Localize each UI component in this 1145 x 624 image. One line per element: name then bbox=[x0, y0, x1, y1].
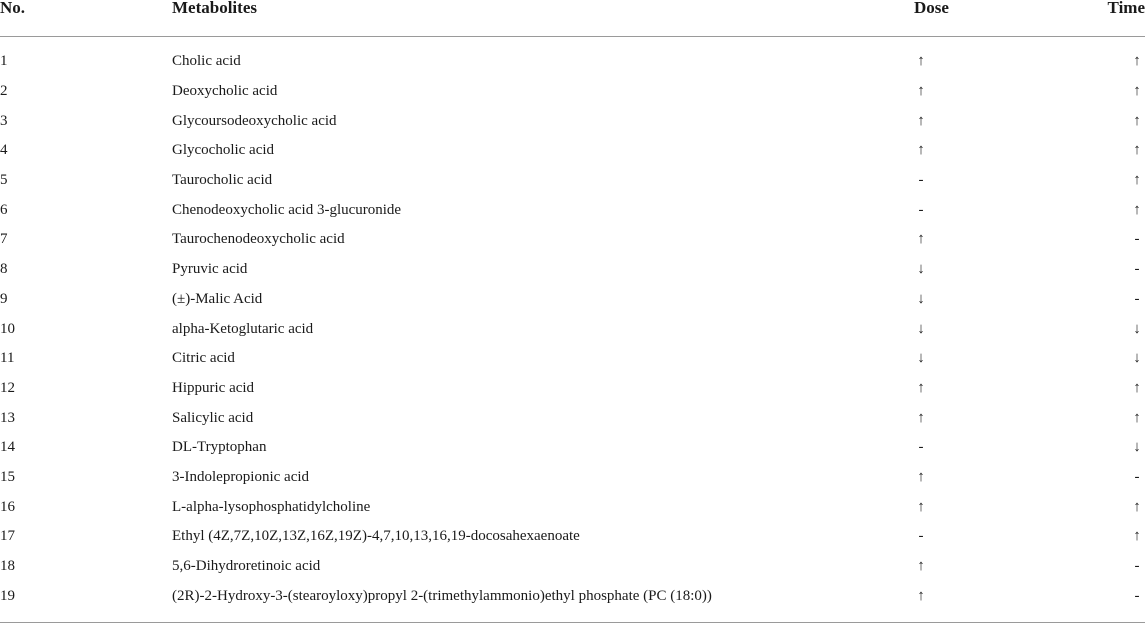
cell-time bbox=[1096, 374, 1145, 404]
cell-no: 16 bbox=[0, 498, 15, 515]
cell-no: 12 bbox=[0, 379, 15, 396]
time-indicator: ↑ bbox=[1133, 53, 1141, 70]
cell-dose bbox=[914, 47, 1096, 77]
cell-no: 14 bbox=[0, 439, 15, 456]
cell-metabolite: Pyruvic acid bbox=[172, 261, 248, 278]
dose-indicator: ↑ bbox=[917, 231, 925, 248]
cell-dose bbox=[914, 136, 1096, 166]
cell-metabolite: Glycocholic acid bbox=[172, 142, 275, 159]
dose-indicator: ↑ bbox=[917, 587, 925, 604]
cell-time bbox=[1096, 195, 1145, 225]
header-time: Time bbox=[1096, 0, 1145, 37]
header-metabolites: Metabolites bbox=[172, 0, 914, 37]
table-row bbox=[0, 522, 1145, 552]
dose-indicator: - bbox=[918, 528, 924, 545]
table-row bbox=[0, 225, 1145, 255]
cell-time bbox=[1096, 106, 1145, 136]
table-header-row bbox=[0, 0, 1145, 37]
dose-indicator: ↑ bbox=[917, 498, 925, 515]
cell-metabolite: Cholic acid bbox=[172, 53, 241, 70]
dose-indicator: - bbox=[918, 172, 924, 189]
dose-indicator: ↑ bbox=[917, 53, 925, 70]
cell-dose bbox=[914, 106, 1096, 136]
header-spacer bbox=[0, 37, 1145, 48]
cell-time bbox=[1096, 285, 1145, 315]
cell-no: 4 bbox=[0, 142, 8, 159]
cell-no: 19 bbox=[0, 587, 15, 604]
cell-time bbox=[1096, 314, 1145, 344]
table-row bbox=[0, 463, 1145, 493]
cell-metabolite: Ethyl (4Z,7Z,10Z,13Z,16Z,19Z)-4,7,10,13,16,19-docosahexaenoate bbox=[172, 528, 580, 545]
dose-indicator: ↑ bbox=[917, 142, 925, 159]
dose-indicator: ↓ bbox=[917, 290, 925, 307]
dose-indicator: ↑ bbox=[917, 409, 925, 426]
cell-no: 10 bbox=[0, 320, 15, 337]
cell-time bbox=[1096, 255, 1145, 285]
table-row bbox=[0, 403, 1145, 433]
cell-dose bbox=[914, 403, 1096, 433]
time-indicator: ↑ bbox=[1133, 409, 1141, 426]
cell-no: 18 bbox=[0, 558, 15, 575]
table-row bbox=[0, 195, 1145, 225]
time-indicator: ↓ bbox=[1133, 439, 1141, 456]
cell-metabolite: DL-Tryptophan bbox=[172, 439, 267, 456]
dose-indicator: ↑ bbox=[917, 468, 925, 485]
header-no: No. bbox=[0, 0, 172, 37]
cell-dose bbox=[914, 195, 1096, 225]
cell-time bbox=[1096, 136, 1145, 166]
dose-indicator: ↓ bbox=[917, 261, 925, 278]
cell-metabolite: (±)-Malic Acid bbox=[172, 290, 263, 307]
table-row bbox=[0, 255, 1145, 285]
header-dose: Dose bbox=[914, 0, 1096, 37]
time-indicator: - bbox=[1134, 558, 1140, 575]
cell-time bbox=[1096, 77, 1145, 107]
cell-time bbox=[1096, 522, 1145, 552]
cell-metabolite: Taurocholic acid bbox=[172, 172, 273, 189]
time-indicator: ↑ bbox=[1133, 379, 1141, 396]
table-row bbox=[0, 77, 1145, 107]
cell-time bbox=[1096, 492, 1145, 522]
cell-no: 2 bbox=[0, 83, 8, 100]
cell-metabolite: Hippuric acid bbox=[172, 379, 255, 396]
cell-no: 6 bbox=[0, 201, 8, 218]
cell-no: 13 bbox=[0, 409, 15, 426]
cell-no: 8 bbox=[0, 261, 8, 278]
table-row bbox=[0, 166, 1145, 196]
time-indicator: ↑ bbox=[1133, 83, 1141, 100]
cell-metabolite: Salicylic acid bbox=[172, 409, 254, 426]
cell-no: 17 bbox=[0, 528, 15, 545]
time-indicator: - bbox=[1134, 290, 1140, 307]
dose-indicator: ↓ bbox=[917, 320, 925, 337]
table-row bbox=[0, 314, 1145, 344]
dose-indicator: ↑ bbox=[917, 379, 925, 396]
cell-metabolite: Citric acid bbox=[172, 350, 235, 367]
time-indicator: - bbox=[1134, 261, 1140, 278]
time-indicator: ↑ bbox=[1133, 172, 1141, 189]
time-indicator: - bbox=[1134, 468, 1140, 485]
table-row bbox=[0, 136, 1145, 166]
cell-dose bbox=[914, 255, 1096, 285]
time-indicator: ↓ bbox=[1133, 320, 1141, 337]
dose-indicator: - bbox=[918, 439, 924, 456]
time-indicator: - bbox=[1134, 231, 1140, 248]
cell-time bbox=[1096, 552, 1145, 582]
table-row bbox=[0, 433, 1145, 463]
table-row bbox=[0, 552, 1145, 582]
cell-metabolite: Deoxycholic acid bbox=[172, 83, 278, 100]
time-indicator: - bbox=[1134, 587, 1140, 604]
table-row bbox=[0, 344, 1145, 374]
cell-dose bbox=[914, 463, 1096, 493]
dose-indicator: ↑ bbox=[917, 83, 925, 100]
cell-dose bbox=[914, 225, 1096, 255]
cell-dose bbox=[914, 166, 1096, 196]
cell-dose bbox=[914, 374, 1096, 404]
time-indicator: ↑ bbox=[1133, 112, 1141, 129]
time-indicator: ↓ bbox=[1133, 350, 1141, 367]
table-row bbox=[0, 106, 1145, 136]
cell-metabolite: L-alpha-lysophosphatidylcholine bbox=[172, 498, 371, 515]
cell-no: 5 bbox=[0, 172, 8, 189]
cell-time bbox=[1096, 166, 1145, 196]
cell-metabolite: alpha-Ketoglutaric acid bbox=[172, 320, 314, 337]
cell-time bbox=[1096, 463, 1145, 493]
cell-time bbox=[1096, 581, 1145, 611]
table-body bbox=[0, 37, 1145, 612]
cell-dose bbox=[914, 344, 1096, 374]
cell-dose bbox=[914, 492, 1096, 522]
table-row bbox=[0, 581, 1145, 611]
dose-indicator: ↑ bbox=[917, 112, 925, 129]
cell-dose bbox=[914, 552, 1096, 582]
cell-no: 11 bbox=[0, 350, 15, 367]
cell-time bbox=[1096, 403, 1145, 433]
time-indicator: ↑ bbox=[1133, 498, 1141, 515]
table-row bbox=[0, 47, 1145, 77]
table-row bbox=[0, 285, 1145, 315]
cell-metabolite: (2R)-2-Hydroxy-3-(stearoyloxy)propyl 2-(trimethylammonio)ethyl phosphate (PC (18:0)) bbox=[172, 587, 712, 604]
cell-dose bbox=[914, 285, 1096, 315]
cell-no: 3 bbox=[0, 112, 8, 129]
cell-no: 7 bbox=[0, 231, 8, 248]
cell-metabolite: Taurochenodeoxycholic acid bbox=[172, 231, 345, 248]
time-indicator: ↑ bbox=[1133, 142, 1141, 159]
table-row bbox=[0, 492, 1145, 522]
table-bottom-rule bbox=[0, 622, 1145, 623]
cell-no: 1 bbox=[0, 53, 8, 70]
cell-time bbox=[1096, 225, 1145, 255]
cell-metabolite: 3-Indolepropionic acid bbox=[172, 468, 310, 485]
cell-no: 9 bbox=[0, 290, 8, 307]
cell-metabolite: 5,6-Dihydroretinoic acid bbox=[172, 558, 321, 575]
cell-metabolite: Chenodeoxycholic acid 3-glucuronide bbox=[172, 201, 402, 218]
dose-indicator: - bbox=[918, 201, 924, 218]
table-row bbox=[0, 374, 1145, 404]
cell-time bbox=[1096, 344, 1145, 374]
cell-metabolite: Glycoursodeoxycholic acid bbox=[172, 112, 337, 129]
dose-indicator: ↓ bbox=[917, 350, 925, 367]
cell-dose bbox=[914, 522, 1096, 552]
dose-indicator: ↑ bbox=[917, 558, 925, 575]
cell-dose bbox=[914, 581, 1096, 611]
cell-dose bbox=[914, 433, 1096, 463]
cell-no: 15 bbox=[0, 468, 15, 485]
cell-dose bbox=[914, 77, 1096, 107]
time-indicator: ↑ bbox=[1133, 528, 1141, 545]
cell-dose bbox=[914, 314, 1096, 344]
cell-time bbox=[1096, 433, 1145, 463]
time-indicator: ↑ bbox=[1133, 201, 1141, 218]
cell-time bbox=[1096, 47, 1145, 77]
